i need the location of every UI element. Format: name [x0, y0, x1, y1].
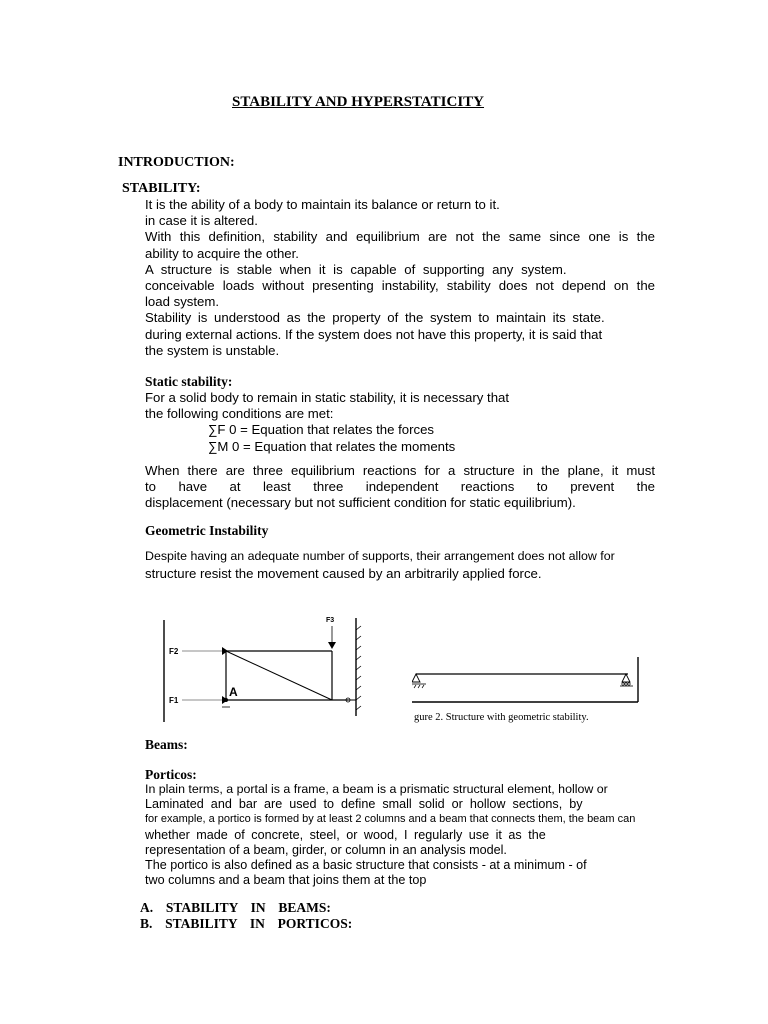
- static-paragraph: [145, 390, 655, 455]
- text-line: load system.: [145, 294, 220, 310]
- text-line: displacement (necessary but not sufficient condition for static equilibrium).: [145, 495, 576, 511]
- text-line: A structure is stable when it is capable of supporting any system.: [145, 261, 567, 277]
- text-line: Despite having an adequate number of supports, their arrangement does not allow for: [145, 549, 615, 563]
- text-line: It is the ability of a body to maintain its balance or return to it.: [145, 197, 500, 212]
- text-line: structure resist the movement caused by an arbitrarily applied force.: [145, 566, 542, 582]
- figure1-label-top: F3: [326, 617, 335, 624]
- text-line: in case it is altered.: [145, 213, 258, 229]
- heading-geometric-instability: Geometric Instability: [145, 523, 269, 538]
- heading-beams: Beams:: [145, 737, 188, 752]
- text-line: two columns and a beam that joins them at the top: [145, 873, 427, 888]
- text-line: the system is unstable.: [145, 342, 280, 358]
- text-line: With this definition, stability and equilibrium are not the same since one is the: [145, 229, 655, 245]
- stability-list: [140, 900, 352, 932]
- text-line: during external actions. If the system does not have this property, it is said that: [145, 326, 603, 342]
- list-item: B. STABILITY IN PORTICOS:: [140, 916, 353, 931]
- heading-porticos: Porticos:: [145, 767, 197, 782]
- stability-paragraph: [145, 197, 655, 359]
- heading-static-stability: Static stability:: [145, 374, 233, 389]
- text-line: When there are three equilibrium reactions for a structure in the plane, it must: [145, 463, 655, 478]
- equation-forces: ∑F 0 = Equation that relates the forces: [208, 422, 435, 438]
- text-line: representation of a beam, girder, or column in an analysis model.: [145, 842, 507, 857]
- text-line: the following conditions are met:: [145, 406, 334, 422]
- figure2-caption: gure 2. Structure with geometric stability.: [414, 712, 589, 723]
- figure1-label-a: A: [229, 685, 238, 699]
- text-line: In plain terms, a portal is a frame, a beam is a prismatic structural element, hollow or: [145, 782, 608, 796]
- text-line: ability to acquire the other.: [145, 245, 299, 261]
- porticos-paragraph: [145, 782, 671, 888]
- page-title: STABILITY AND HYPERSTATICITY: [232, 94, 485, 110]
- list-item: A. STABILITY IN BEAMS:: [140, 900, 331, 915]
- equation-moments: ∑M 0 = Equation that relates the moments: [208, 438, 456, 454]
- heading-stability: STABILITY:: [122, 181, 201, 196]
- text-line: The portico is also defined as a basic structure that consists - at a minimum - of: [145, 858, 587, 873]
- figure-geometric-instability: [160, 612, 372, 728]
- text-line: For a solid body to remain in static stability, it is necessary that: [145, 390, 510, 405]
- text-line: whether made of concrete, steel, or wood, I regularly use it as the: [145, 827, 546, 842]
- geometric-paragraph: [145, 548, 655, 582]
- heading-introduction: INTRODUCTION:: [118, 155, 235, 170]
- text-line: Stability is understood as the property of the system to maintain its state.: [145, 310, 605, 326]
- figure-geometric-stability: [412, 655, 644, 727]
- equilibrium-paragraph: [145, 463, 655, 512]
- figure1-label-f2: F2: [169, 647, 179, 656]
- figure1-label-f1: F1: [169, 696, 179, 705]
- text-line: to have at least three independent reactions to prevent the: [145, 479, 655, 495]
- text-line: for example, a portico is formed by at least 2 columns and a beam that connects them, the beam can: [145, 813, 636, 826]
- text-line: conceivable loads without presenting instability, stability does not depend on the: [145, 278, 655, 294]
- text-line: Laminated and bar are used to define small solid or hollow sections, by: [145, 797, 583, 812]
